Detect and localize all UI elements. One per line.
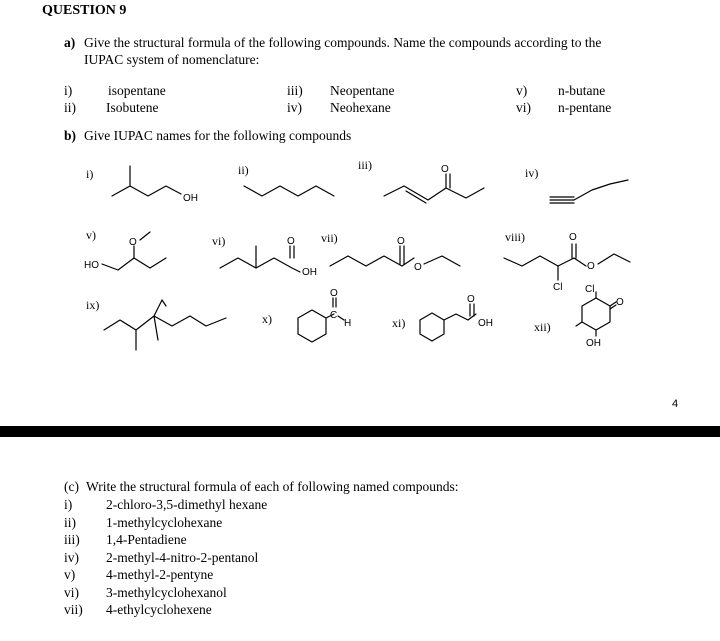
a-item-num: i) xyxy=(64,83,73,98)
c-item-name: 4-methyl-2-pentyne xyxy=(106,567,214,582)
part-b-text: Give IUPAC names for the following compounds xyxy=(84,128,352,143)
a-item-name: Neopentane xyxy=(330,83,395,98)
c-label: C xyxy=(330,310,338,321)
o-label: O xyxy=(616,297,624,308)
ho-label: HO xyxy=(84,260,99,271)
page-divider xyxy=(0,426,720,437)
a-item-name: Isobutene xyxy=(106,100,159,115)
c-item-num: vi) xyxy=(64,585,79,600)
structure-label: ii) xyxy=(238,163,249,177)
structure-label: xii) xyxy=(534,320,551,334)
o-label: O xyxy=(129,237,137,248)
part-c-text: Write the structural formula of each of following named compounds: xyxy=(86,479,459,494)
o-label: O xyxy=(287,236,295,247)
a-item-name: isopentane xyxy=(108,83,166,98)
c-item-num: i) xyxy=(64,497,73,512)
a-item-num: iii) xyxy=(287,83,303,98)
o-label: O xyxy=(441,164,449,175)
a-item-num: ii) xyxy=(64,100,76,115)
c-item-name: 2-chloro-3,5-dimethyl hexane xyxy=(106,497,268,512)
o-label: O xyxy=(569,232,577,243)
structure-label: i) xyxy=(86,167,94,181)
structure-xi xyxy=(420,294,493,341)
o-label: O xyxy=(397,236,405,247)
c-item-num: iii) xyxy=(64,532,80,547)
page-number: 4 xyxy=(672,398,679,410)
cl-label: Cl xyxy=(553,282,563,293)
structure-xii xyxy=(576,284,624,349)
oh-label: OH xyxy=(478,318,493,329)
a-item-name: n-pentane xyxy=(558,100,612,115)
c-item-name: 3-methylcyclohexanol xyxy=(106,585,227,600)
structure-label: ix) xyxy=(86,298,100,312)
c-item-num: vii) xyxy=(64,602,83,617)
structure-label: x) xyxy=(262,312,272,326)
c-item-num: ii) xyxy=(64,515,76,530)
part-b-label: b) xyxy=(64,128,77,143)
structure-label: iii) xyxy=(358,158,372,172)
part-a-text-line2: IUPAC system of nomenclature: xyxy=(84,52,260,67)
o-label: O xyxy=(414,262,422,273)
structure-label: v) xyxy=(86,228,96,242)
structure-label: xi) xyxy=(392,316,406,330)
part-c-label: (c) xyxy=(64,479,79,494)
cl-label: Cl xyxy=(585,284,595,295)
part-a-label: a) xyxy=(64,35,76,50)
a-item-num: iv) xyxy=(287,100,302,115)
structure-x xyxy=(298,288,351,342)
c-item-name: 1-methylcyclohexane xyxy=(106,515,223,530)
a-item-num: vi) xyxy=(516,100,531,115)
structure-ix xyxy=(104,300,226,350)
o-label: O xyxy=(587,261,595,272)
c-item-name: 1,4-Pentadiene xyxy=(106,532,187,547)
c-item-name: 2-methyl-4-nitro-2-pentanol xyxy=(106,550,259,565)
question-title: QUESTION 9 xyxy=(42,3,127,18)
o-label: O xyxy=(330,288,338,299)
oh-label: OH xyxy=(302,267,317,278)
o-label: O xyxy=(467,294,475,305)
structure-label: vii) xyxy=(321,231,338,245)
a-item-name: n-butane xyxy=(558,83,606,98)
oh-label: OH xyxy=(586,338,601,349)
a-item-name: Neohexane xyxy=(330,100,391,115)
h-label: H xyxy=(344,318,352,329)
c-item-name: 4-ethylcyclohexene xyxy=(106,602,212,617)
a-item-num: v) xyxy=(516,83,528,98)
structure-label: iv) xyxy=(525,166,539,180)
oh-label: OH xyxy=(183,193,198,204)
part-a-text-line1: Give the structural formula of the following compounds. Name the compounds according to the xyxy=(84,35,602,50)
structure-label: vi) xyxy=(212,234,226,248)
structure-label: viii) xyxy=(505,230,525,244)
c-item-num: iv) xyxy=(64,550,79,565)
c-item-num: v) xyxy=(64,567,76,582)
